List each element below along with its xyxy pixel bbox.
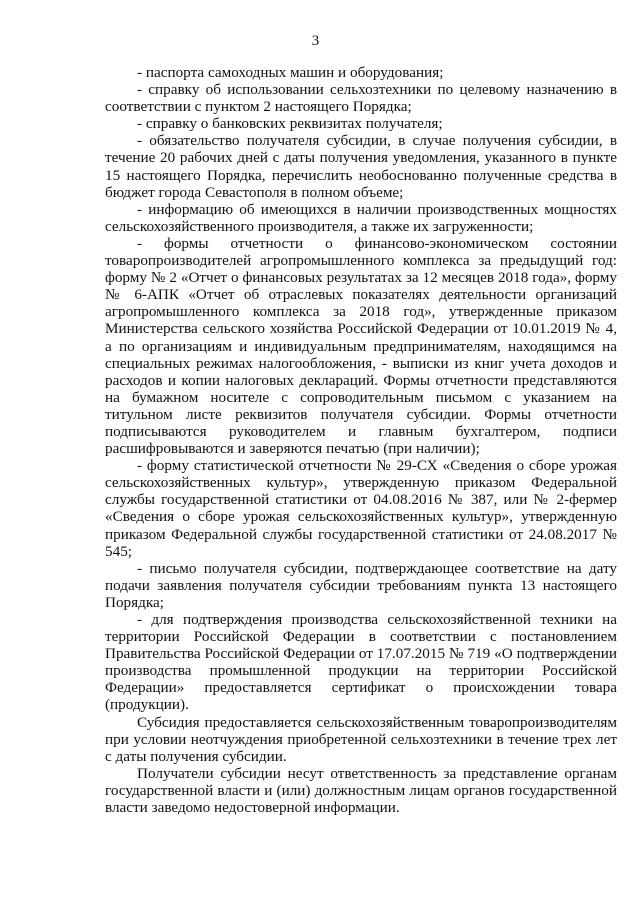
paragraph: Субсидия предоставляется сельскохозяйственным товаропроизводителям при условии неотчуждения приобретенной сельхозтехники в течение трех лет с даты получения субсидии.	[105, 713, 617, 765]
paragraph: - справку об использовании сельхозтехники по целевому назначению в соответствии с пунктом 2 настоящего Порядка;	[105, 81, 617, 116]
paragraph: - для подтверждения производства сельскохозяйственной техники на территории Российской Федерации в соответствии с постановлением Правительства Российской Федерации от 17.07.2015 № 719 «О подтверждении производства промышленной продукции на территории Российской Федерации» предоставляется сертификат о происхождении товара (продукции).	[105, 611, 617, 714]
paragraph: - паспорта самоходных машин и оборудования;	[137, 64, 444, 81]
paragraph: - письмо получателя субсидии, подтверждающее соответствие на дату подачи заявления получателя субсидии требованиям пункта 13 настоящего Порядка;	[105, 559, 617, 611]
paragraph: Получатели субсидии несут ответственность за представление органам государственной власти и (или) должностным лицам органов государственной власти заведомо недостоверной информации.	[105, 764, 617, 817]
paragraph: - форму статистической отчетности № 29-СХ «Сведения о сборе урожая сельскохозяйственных культур», утвержденную приказом Федеральной службы государственной статистики от 04.08.2016 № 387, или № 2-фермер «Сведения о сборе урожая сельскохозяйственных культур», утвержденную приказом Федеральной службы государственной статистики от 24.08.2017 № 545;	[105, 457, 617, 560]
page-number: 3	[311, 33, 320, 49]
paragraph: - формы отчетности о финансово-экономическом состоянии товаропроизводителей агропромышленного комплекса за предыдущий год: форму № 2 «Отчет о финансовых результатах за 12 месяцев 2018 года», форму № 6-АПК «Отчет об отраслевых показателях деятельности организаций агропромышленного комплекса за 2018 год», утвержденные приказом Министерства сельского хозяйства Российской Федерации от 10.01.2019 № 4, а по организациям и индивидуальным предпринимателям, находящимся на специальных режимах налогообложения, - выписки из книг учета доходов и расходов и копии налоговых деклараций. Формы отчетности представляются на бумажном носителе с сопроводительным письмом с указанием на титульном листе реквизитов получателя субсидии. Формы отчетности подписываются руководителем и главным бухгалтером, подписи расшифровываются и заверяются печатью (при наличии);	[105, 234, 617, 458]
paragraph: - обязательство получателя субсидии, в случае получения субсидии, в течение 20 рабочих дней с даты получения уведомления, указанного в пункте 15 настоящего Порядка, перечислить необоснованно полученные средства в бюджет города Севастополя в полном объеме;	[105, 132, 617, 201]
paragraph: - информацию об имеющихся в наличии производственных мощностях сельскохозяйственного производителя, а также их загруженности;	[105, 200, 617, 235]
paragraph: - справку о банковских реквизитах получателя;	[137, 115, 443, 133]
document-body	[105, 64, 617, 816]
